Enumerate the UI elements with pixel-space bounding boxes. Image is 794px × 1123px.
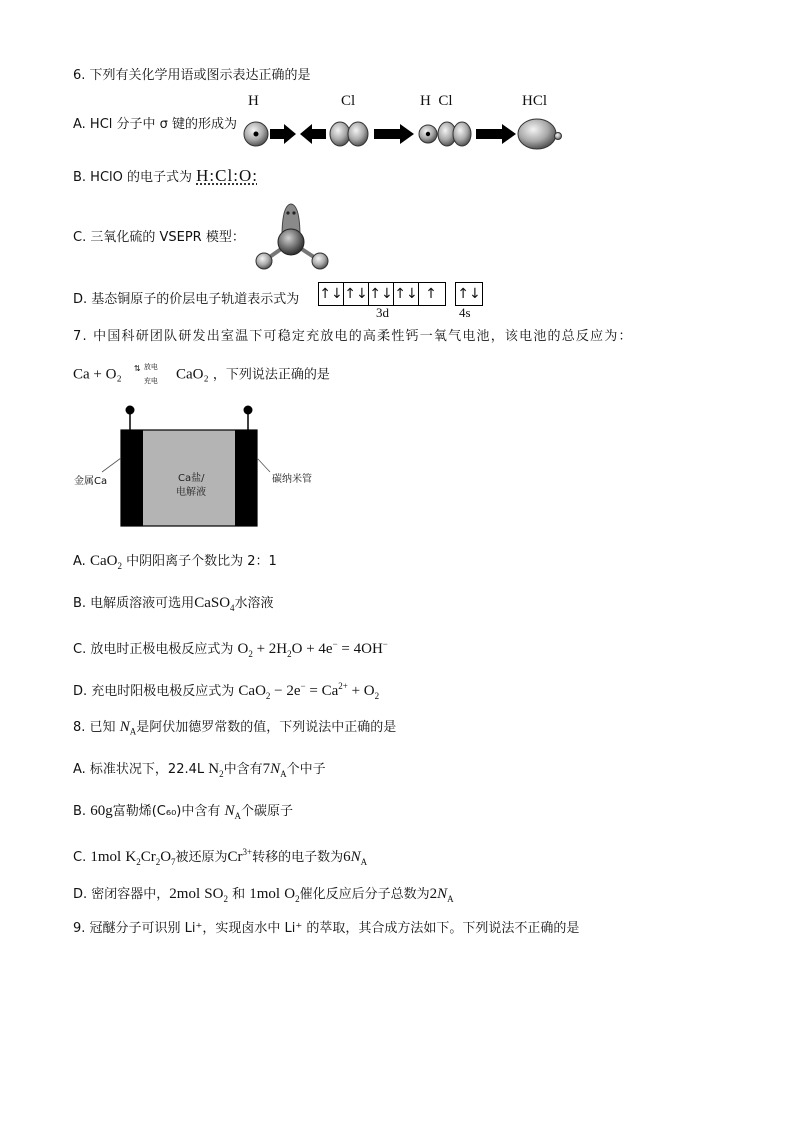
cu-3d-orbital-box (318, 282, 446, 306)
q6-option-b-text: B. HClO 的电子式为 (73, 170, 193, 185)
orbital-3d-2: ↑↓ (344, 283, 369, 305)
q7-option-d: D. 充电时阳极电极反应式为 $CaO_2 - 2e^- = Ca^{2+} + O_2$ (73, 681, 380, 701)
sigma-bond-formation-diagram (240, 115, 570, 155)
q6-option-c: C. 三氧化硫的 VSEPR 模型： (73, 230, 245, 245)
so3-vsepr-model (248, 199, 338, 277)
q8-option-d-text: 催化反应后分子总数为 (299, 887, 430, 902)
q8-option-b-mass: 60g (90, 803, 113, 819)
q8-option-b-text: 富勒烯(C₆₀)中含有 (112, 804, 221, 819)
q7-option-b-text: B. 电解质溶液可选用 (73, 596, 195, 611)
q6-option-b (73, 167, 258, 187)
cl-p-orbital (330, 122, 350, 146)
arrow-right-icon (270, 124, 296, 144)
q8-option-c-letter: C. (73, 850, 87, 865)
q6-label-h: H (248, 93, 259, 109)
q7-option-a-letter: A. (73, 554, 86, 569)
q8-option-d-amount1: 2mol (169, 886, 201, 902)
q6-option-d: D. 基态铜原子的价层电子轨道表示式为 (73, 292, 300, 307)
q8-option-c-text: 被还原为 (175, 850, 228, 865)
label-electrolyte-1: Ca盐/ (178, 473, 205, 484)
q8-option-a: A. 标准状况下，22.4L $N_2$中含有$7N_A$个中子 (73, 761, 326, 779)
label-carbon-nanotube: 碳纳米管 (272, 474, 312, 485)
q8-option-b-post: 个碳原子 (241, 804, 294, 819)
q6-label-hcl: HCl (522, 93, 548, 109)
q8-option-a-post: 个中子 (286, 762, 326, 777)
q8-option-c-text2: 转移的电子数为 (252, 850, 344, 865)
reaction-product: CaO₂ (175, 366, 209, 383)
arrow-label-discharge: 放电 (143, 363, 158, 371)
q7-option-d-text: D. 充电时阳极电极反应式为 (73, 684, 235, 699)
label-electrolyte-2: 电解液 (176, 487, 206, 498)
label-3d: 3d (376, 305, 389, 320)
carbon-nanotube-electrode (235, 430, 257, 526)
arrow-right-icon (476, 124, 516, 144)
q8-option-a-pre: A. 标准状况下，22.4L (73, 762, 205, 777)
reversible-arrow: ⇅ 放电 充电 (126, 364, 172, 386)
q7-stem: 7. 中国科研团队研发出室温下可稳定充放电的高柔性钙一氧气电池，该电池的总反应为： (73, 329, 633, 344)
q7-stem-tail: ，下列说法正确的是 (212, 367, 330, 383)
q8-option-d: D. 密闭容器中，2mol $SO_2$ 和 1mol $O_2$催化反应后分子总数为$2N_A$ (73, 886, 454, 904)
hcl-sigma-orbital (518, 119, 556, 149)
q7-option-c: C. 放电时正极电极反应式为 $O_2 + 2H_2O + 4e^- = 4OH^-$ (73, 639, 388, 659)
q8-option-b-letter: B. (73, 804, 87, 819)
q8-option-d-amount2: 1mol (249, 886, 281, 902)
q8-option-c: C. 1mol $K_2Cr_2O_7$被还原为$Cr^{3+}$转移的电子数为$6N_A$ (73, 847, 368, 867)
q7-option-b-tail: 水溶液 (234, 596, 274, 611)
hclo-electron-formula: H:Cl:O: (196, 166, 258, 185)
reaction-reactants: Ca + O₂ (73, 366, 122, 383)
arrow-label-charge: 充电 (143, 377, 158, 385)
orbital-3d-3: ↑↓ (369, 283, 394, 305)
q7-reaction (73, 364, 330, 386)
arrow-left-icon (300, 124, 326, 144)
q8-option-d-pre: D. 密闭容器中， (73, 887, 170, 902)
q7-option-b: B. 电解质溶液可选用CaSO$_4$水溶液 (73, 595, 274, 613)
q8-stem-pre: 8. 已知 (73, 720, 116, 735)
orbital-3d-5: ↑ (425, 286, 437, 302)
q6-option-a: A. HCl 分子中 σ 键的形成为 (73, 117, 238, 132)
orbital-3d-4: ↑↓ (394, 283, 419, 305)
q8-option-d-and: 和 (232, 887, 246, 902)
label-metal-ca: 金属Ca (74, 476, 108, 487)
cu-4s-orbital-box (455, 282, 483, 306)
arrow-right-icon (374, 124, 414, 144)
q8-option-b: B. 60g富勒烯(C₆₀)中含有 $N_A$个碳原子 (73, 803, 294, 821)
q6-label-hcl-pair: H Cl (420, 93, 453, 109)
ca-electrode (121, 430, 143, 526)
q6-stem: 6. 下列有关化学用语或图示表达正确的是 (73, 68, 311, 83)
orbital-3d-1: ↑↓ (319, 283, 344, 305)
q7-option-a: A. CaO$_2$ 中阴阳离子个数比为 2：1 (73, 553, 277, 571)
ca-o2-battery-diagram (70, 400, 330, 530)
q8-option-c-amount: 1mol (90, 849, 122, 865)
q8-stem: 8. 已知 $N_A$是阿伏加德罗常数的值，下列说法中正确的是 (73, 719, 397, 737)
q7-option-a-text: 中阴阳离子个数比为 2：1 (126, 554, 277, 569)
q6-label-cl: Cl (341, 93, 356, 109)
orbital-4s-1: ↑↓ (457, 286, 481, 302)
q9-stem: 9. 冠醚分子可识别 Li⁺，实现卤水中 Li⁺ 的萃取，其合成方法如下。下列说法不正确的是 (73, 921, 580, 936)
label-4s: 4s (459, 305, 471, 320)
q8-option-a-mid: 中含有 (223, 762, 263, 777)
q8-stem-post: 是阿伏加德罗常数的值，下列说法中正确的是 (136, 720, 397, 735)
q7-option-c-text: C. 放电时正极电极反应式为 (73, 642, 234, 657)
